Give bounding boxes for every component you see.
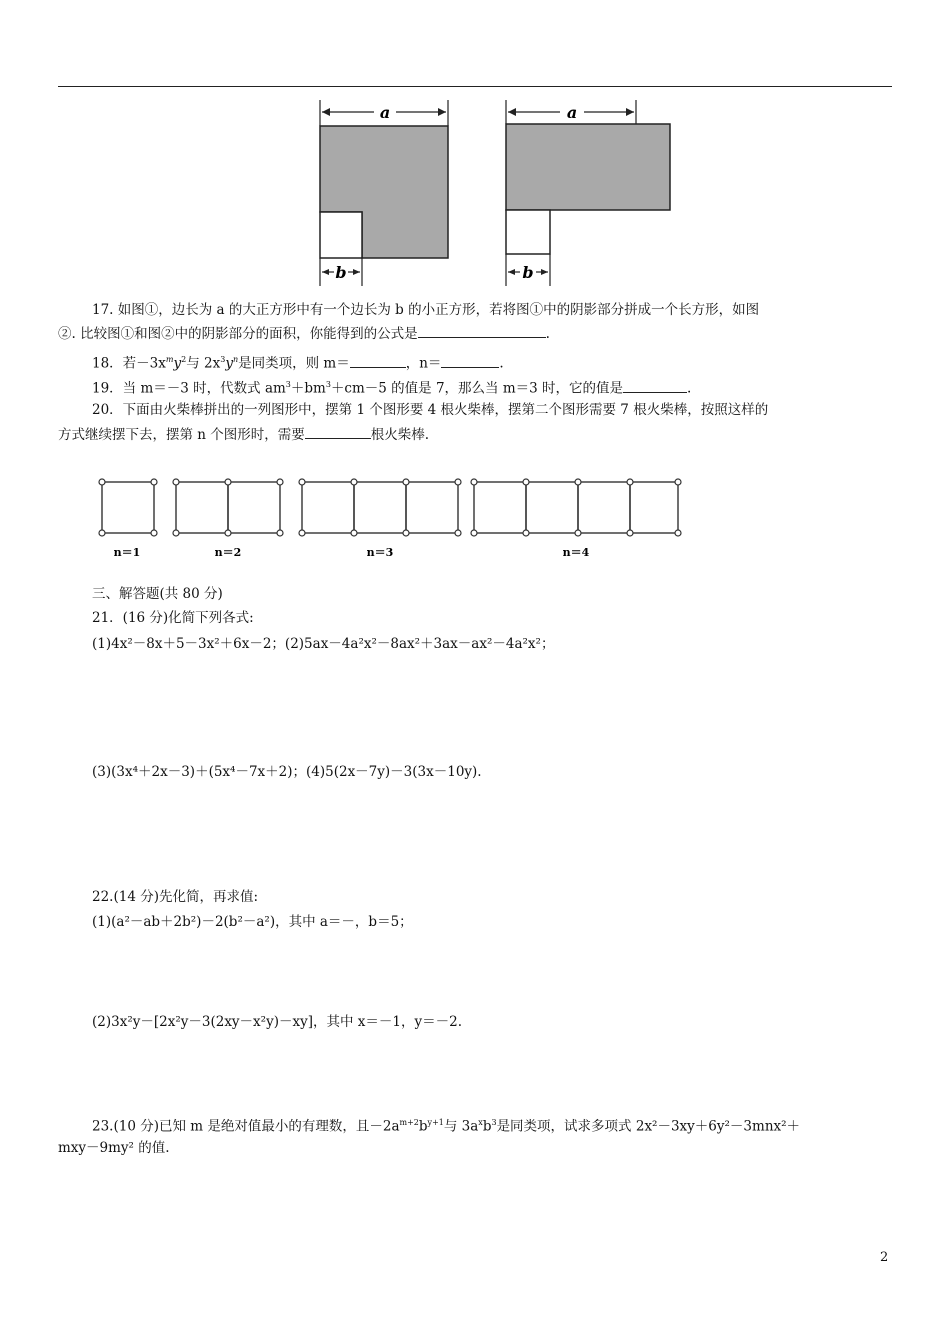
figure-1-small-square [320, 212, 362, 258]
q18-text-mid2: 是同类项，则 m＝ [238, 355, 350, 372]
q22-part2: (2)3x²y－[2x²y－3(2xy－x²y)－xy]，其中 x＝－1，y＝－2. [92, 1014, 462, 1030]
page-number: 2 [880, 1250, 889, 1265]
q18-y1: y [173, 355, 182, 372]
q17-line2 [58, 324, 550, 344]
q18-text-start: 18．若－3x [92, 355, 166, 372]
q21-title: 21．(16 分)化简下列各式: [92, 610, 254, 626]
q20-text-start: 方式继续摆下去，摆第 n 个图形时，需要 [58, 427, 305, 443]
square-figures [300, 96, 700, 292]
matchstick-figures [96, 474, 696, 566]
q23-line1 [92, 1113, 800, 1137]
q19-answer-blank[interactable] [623, 379, 687, 393]
q18-sup-2: 2 [181, 355, 187, 364]
q18-sup-n: n [232, 355, 239, 364]
q21-part2: (3)(3x⁴＋2x－3)＋(5x⁴－7x＋2)；(4)5(2x－7y)－3(3x－10y). [92, 764, 482, 780]
match-label-2: n＝2 [214, 546, 242, 559]
q19-line [92, 375, 691, 399]
q23-text-b2: b [482, 1118, 492, 1135]
q23-sup-3: x [478, 1118, 483, 1127]
q19-text-3: ＋cm－5 的值是 7，那么当 m＝3 时，它的值是 [330, 380, 624, 397]
q23-line2: mxy－9my² 的值. [58, 1140, 170, 1156]
figure-2-label-b: b [522, 263, 534, 282]
q19-text-2: ＋bm [290, 380, 326, 397]
q19-text-end: . [687, 380, 692, 397]
figure-2-small-rect [506, 210, 550, 254]
q17-line2-text: ②. 比较图①和图②中的阴影部分的面积，你能得到的公式是 [58, 326, 418, 342]
q18-text-mid: 与 2x [186, 355, 221, 372]
figure-1-label-a: a [379, 103, 391, 122]
q17-answer-blank[interactable] [418, 324, 546, 338]
q23-text-mid2: 与 3a [443, 1118, 479, 1135]
q23-text-end: 是同类项，试求多项式 2x²－3xy＋6y²－3mnx²＋ [496, 1118, 801, 1135]
figure-2-label-a: a [566, 103, 578, 122]
q23-text-b1: b [418, 1118, 428, 1135]
q23-sup-4: 3 [491, 1118, 497, 1127]
q20-line1: 20．下面由火柴棒拼出的一列图形中，摆第 1 个图形要 4 根火柴棒，摆第二个图形需要 7 根火柴棒，按照这样的 [92, 402, 769, 418]
match-label-3: n＝3 [366, 546, 394, 559]
q18-line [92, 350, 504, 374]
q18-y2: y [225, 355, 233, 372]
q23-sup-1: m+2 [399, 1118, 419, 1127]
q18-sup-3: 3 [220, 355, 226, 364]
q20-text-end: 根火柴棒. [370, 427, 430, 443]
figure-1-label-b: b [335, 263, 347, 282]
q21-part1: (1)4x²－8x＋5－3x²＋6x－2；(2)5ax－4a²x²－8ax²＋3ax－ax²－4a²x²； [92, 636, 555, 652]
figure-2 [506, 100, 670, 286]
q23-text-start: 23.(10 分)已知 m 是绝对值最小的有理数，且－2a [92, 1118, 400, 1135]
figure-1 [320, 100, 448, 286]
q22-title: 22.(14 分)先化简，再求值: [92, 889, 259, 905]
q22-part1: (1)(a²－ab＋2b²)－2(b²－a²)，其中 a＝－，b＝5； [92, 914, 413, 930]
q19-text-start: 19．当 m＝－3 时，代数式 am [92, 380, 286, 397]
match-label-4: n＝4 [562, 546, 590, 559]
q19-sup-1: 3 [285, 380, 291, 389]
q20-line2 [58, 425, 429, 445]
q17-line1: 17. 如图①，边长为 a 的大正方形中有一个边长为 b 的小正方形，若将图①中的阴影部分拼成一个长方形，如图 [92, 302, 760, 318]
q18-text-mid3: ，n＝ [405, 355, 442, 372]
q18-m-blank[interactable] [350, 354, 406, 368]
q17-line2-end: . [545, 326, 550, 342]
section3-heading: 三、解答题(共 80 分) [92, 586, 223, 602]
header-rule [58, 86, 892, 87]
q18-text-end: . [499, 355, 504, 372]
match-label-1: n＝1 [113, 546, 141, 559]
q18-n-blank[interactable] [441, 354, 499, 368]
figure-2-shaded-rect [506, 124, 670, 210]
q19-sup-2: 3 [325, 380, 331, 389]
q20-answer-blank[interactable] [305, 425, 371, 439]
q23-sup-2: y+1 [427, 1118, 444, 1127]
q18-sup-m: m [165, 355, 174, 364]
